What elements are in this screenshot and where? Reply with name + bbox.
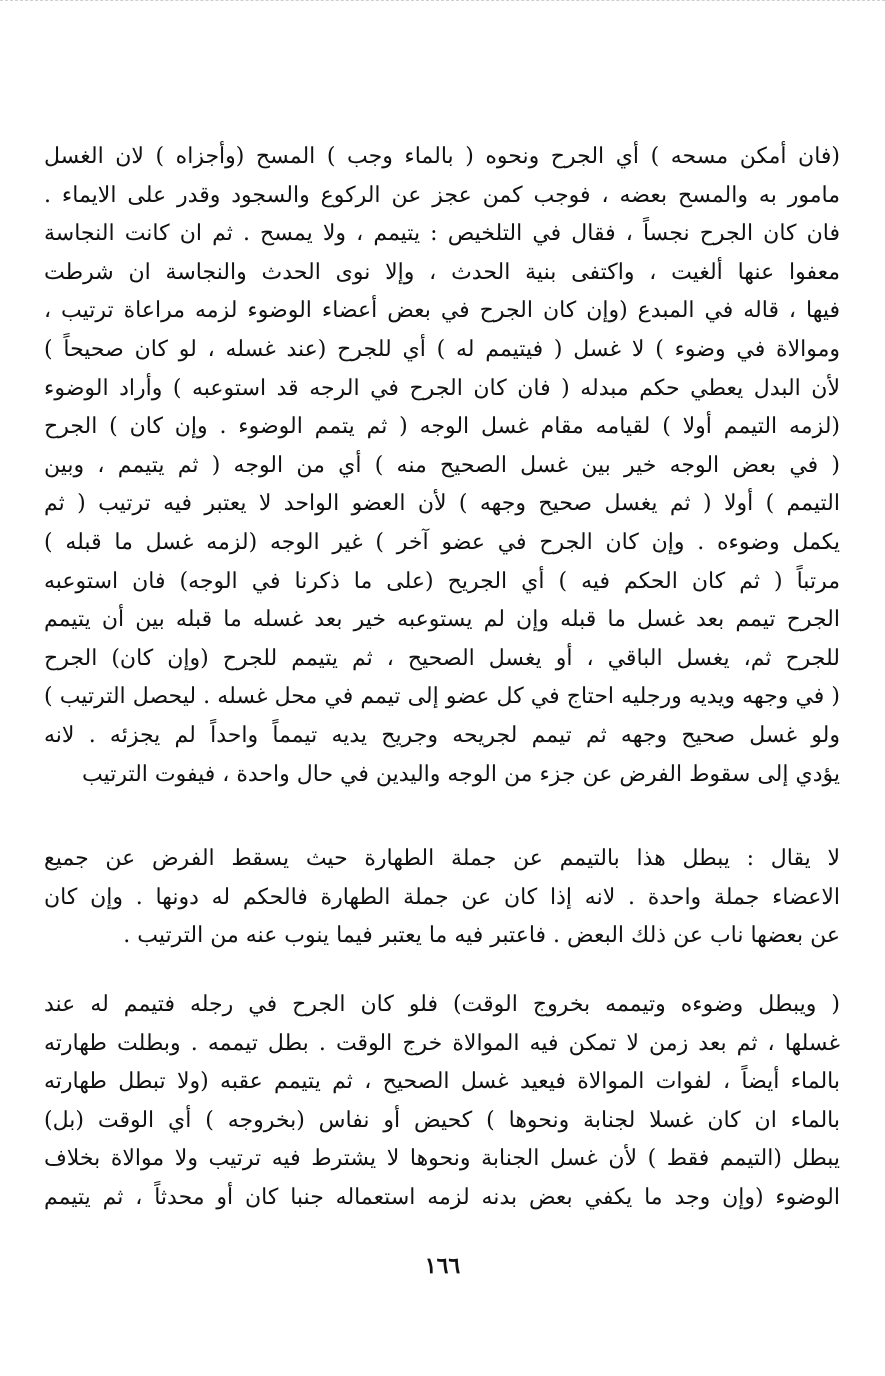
text-line: الجرح تيمم بعد غسل ما قبله وإن لم يستوعبه خير بعد غسله ما قبله بين أن يتيمم xyxy=(44,607,840,633)
paragraph-1 xyxy=(44,138,840,794)
text-line: الوضوء (وإن وجد ما يكفي بعض بدنه لزمه استعماله جنبا كان أو محدثاً ، ثم يتيمم xyxy=(44,1184,840,1210)
text-line: الاعضاء جملة واحدة . لانه إذا كان عن جملة الطهارة فالحكم له دونها . وإن كان xyxy=(44,884,840,910)
text-line: لا يقال : يبطل هذا بالتيمم عن جملة الطهارة حيث يسقط الفرض عن جميع xyxy=(44,846,840,871)
text-line: ( ويبطل وضوءه وتيممه بخروج الوقت) فلو كان الجرح في رجله فتيمم له عند xyxy=(44,992,840,1017)
text-line: مرتباً ( ثم كان الحكم فيه ) أي الجريح (على ما ذكرنا في الوجه) فان استوعبه xyxy=(44,568,840,594)
scan-top-edge xyxy=(0,0,885,7)
text-line: ( في وجهه ويديه ورجليه احتاج في كل عضو إلى تيمم في محل غسله . ليحصل الترتيب ) xyxy=(44,684,840,710)
text-line: غسلها ، ثم بعد زمن لا تمكن فيه الموالاة خرج الوقت . بطل تيممه . وبطلت طهارته xyxy=(44,1030,840,1056)
text-line: وموالاة في وضوء ) لا غسل ( فيتيمم له ) أي للجرح (عند غسله ، لو كان صحيحاً ) xyxy=(44,336,840,362)
paragraph-3 xyxy=(44,986,840,1218)
text-line: معفوا عنها ألغيت ، واكتفى بنية الحدث ، وإلا نوى الحدث والنجاسة ان شرطت xyxy=(44,259,840,285)
text-line: بالماء أيضاً ، لفوات الموالاة فيعيد غسل الصحيح ، ثم يتيمم عقبه (ولا تبطل طهارته xyxy=(44,1069,840,1095)
text-line: لأن البدل يعطي حكم مبدله ( فان كان الجرح في الرجه قد استوعبه ) وأراد الوضوء xyxy=(44,375,840,401)
text-line: فان كان الجرح نجساً ، فقال في التلخيص : يتيمم ، ولا يمسح . ثم ان كانت النجاسة xyxy=(44,221,840,247)
text-line: (فان أمكن مسحه ) أي الجرح ونحوه ( بالماء وجب ) المسح (وأجزاه ) لان الغسل xyxy=(44,144,840,169)
text-line: بالماء ان كان غسلا لجنابة ونحوها ) كحيض أو نفاس (بخروجه ) أي الوقت (بل) xyxy=(44,1107,840,1133)
text-line: عن بعضها ناب عن ذلك البعض . فاعتبر فيه ما يعتبر فيما ينوب عنه من الترتيب . xyxy=(123,923,840,949)
text-line: مامور به والمسح بعضه ، فوجب كمن عجز عن الركوع والسجود وقدر على الايماء . xyxy=(44,182,840,208)
text-line: يكمل وضوءه . وإن كان الجرح في عضو آخر ) غير الوجه (لزمه غسل ما قبله ) xyxy=(44,529,840,555)
text-line: التيمم ) أولا ( ثم يغسل صحيح وجهه ) لأن العضو الواحد لا يعتبر فيه ترتيب ( ثم xyxy=(44,491,840,517)
text-line: ( في بعض الوجه خير بين غسل الصحيح منه ) أي من الوجه ( ثم يتيمم ، وبين xyxy=(44,452,840,478)
page-number: ١٦٦ xyxy=(424,1253,461,1279)
text-line: ولو غسل صحيح وجهه ثم تيمم لجريحه وجريح يديه تيمماً واحداً لم يجزئه . لانه xyxy=(44,722,840,748)
text-line: للجرح ثم، يغسل الباقي ، أو يغسل الصحيح ، ثم يتيمم للجرح (وإن كان) الجرح xyxy=(44,645,840,671)
text-line: فيها ، قاله في المبدع (وإن كان الجرح في بعض أعضاء الوضوء لزمه مراعاة ترتيب ، xyxy=(44,298,840,324)
paragraph-2 xyxy=(44,840,840,956)
text-line: (لزمه التيمم أولا ) لقيامه مقام غسل الوجه ( ثم يتمم الوضوء . وإن كان ) الجرح xyxy=(44,414,840,440)
text-line: يؤدي إلى سقوط الفرض عن جزء من الوجه واليدين في حال واحدة ، فيفوت الترتيب xyxy=(81,761,840,787)
text-line: يبطل (التيمم فقط ) لأن غسل الجنابة ونحوها لا يشترط فيه ترتيب ولا موالاة بخلاف xyxy=(44,1146,840,1172)
